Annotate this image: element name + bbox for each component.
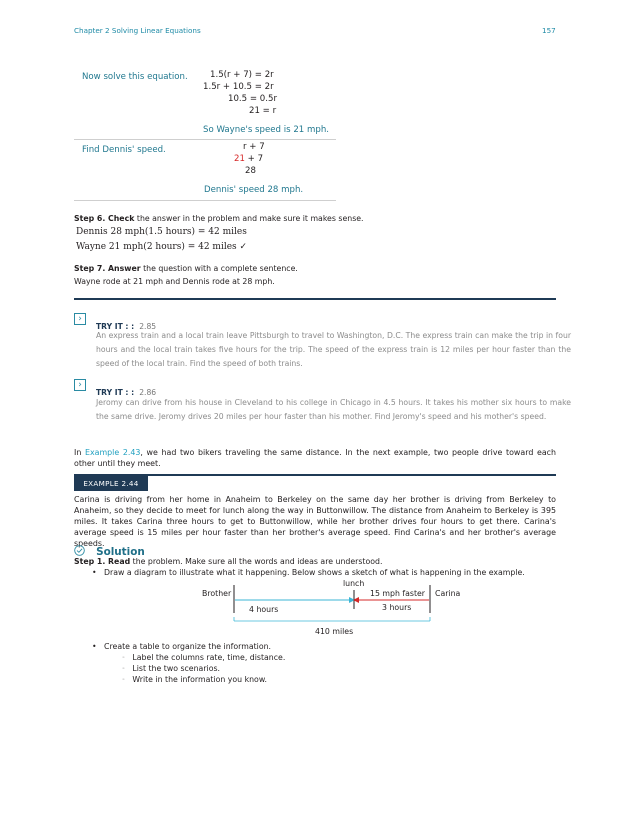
brother-label: Brother [202,589,232,598]
carina-time-label: 3 hours [382,603,412,612]
solution-heading: Solution [74,540,145,559]
wayne-row-label: Now solve this equation. [82,72,188,82]
example-body: Carina is driving from her home in Anaheim to Berkeley on the same day her brother is driving from Berkeley to Anaheim, so they decide to meet for lunch along the way in Buttonwillow. The distance from Anaheim to Berkeley is 395 miles. It takes Carina three hours to get to Buttonwillow, while her brother drives four hours to get there. Carina's average speed is 15 miles per hour faster than her brother's average speed. Find Carina's and her brother's average speeds. [74,495,556,548]
step-1: Step 1. Read the problem. Make sure all the words and ideas are understood. [74,557,383,566]
step-7: Step 7. Answer the question with a complete sentence. [74,264,298,273]
sub-bullet-1: ◦ Label the columns rate, time, distance. [122,653,286,662]
try-it-2-85-body: An express train and a local train leave Pittsburgh to travel to Washington, D.C. The express train can make the trip in four hours and the local train takes five hours for the trip. The speed of the express train is 12 miles per hour faster than the speed of the local train. Find the speed of both trains. [96,331,571,368]
dennis-line-2: 21 + 7 [234,154,264,164]
equation-line-2: 1.5r + 10.5 = 2r [203,82,274,92]
sub-bullet-2: ◦ List the two scenarios. [122,664,221,673]
total-distance-label: 410 miles [315,627,354,636]
example-label: EXAMPLE 2.44 [74,476,148,491]
try-it-divider [74,298,556,300]
equation-line-3: 10.5 = 0.5r [228,94,277,104]
bullet-2: • Create a table to organize the information. [92,642,272,651]
check-circle-icon [74,545,85,556]
step-6: Step 6. Check the answer in the problem and make sure it makes sense. [74,214,364,223]
bullet-1: • Draw a diagram to illustrate what it happening. Below shows a sketch of what is happening in the example. [92,568,525,577]
carina-label: Carina [435,589,461,598]
dennis-line-3: 28 [245,166,256,176]
page-number: 157 [542,26,556,35]
table-divider-bottom [74,200,336,201]
table-divider [74,139,336,140]
step-7-answer: Wayne rode at 21 mph and Dennis rode at 28 mph. [74,277,275,286]
example-link[interactable]: Example 2.43 [84,448,141,457]
lunch-label: lunch [343,579,365,588]
speed-difference-label: 15 mph faster [370,589,426,598]
chevron-right-icon[interactable]: › [74,313,86,325]
equation-line-4: 21 = r [249,106,277,116]
substituted-value: 21 [234,154,245,164]
intro-paragraph: In Example 2.43, we had two bikers traveling the same distance. In the next example, two people drive toward each other until they meet. [74,448,556,468]
check-mark-icon: ✓ [239,242,248,252]
try-it-2-85-title: TRY IT : : 2.85 [96,322,157,331]
dennis-line-1: r + 7 [243,142,265,152]
try-it-2-86-title: TRY IT : : 2.86 [96,388,157,397]
chapter-header: Chapter 2 Solving Linear Equations [74,26,201,35]
chevron-right-icon[interactable]: › [74,379,86,391]
dennis-row-label: Find Dennis' speed. [82,145,166,155]
sub-bullet-3: ◦ Write in the information you know. [122,675,267,684]
equation-line-1: 1.5(r + 7) = 2r [210,70,274,80]
try-it-2-86-body: Jeromy can drive from his house in Cleveland to his college in Chicago in 4.5 hours. It takes his mother six hours to make the same drive. Jeromy drives 20 miles per hour faster than his mother. Find Jeromy's speed and his mother's speed. [96,398,571,421]
brother-time-label: 4 hours [249,605,279,614]
check-wayne: Wayne 21 mph(2 hours) = 42 miles ✓ [76,242,248,252]
dennis-result: Dennis' speed 28 mph. [204,185,304,195]
wayne-result: So Wayne's speed is 21 mph. [203,125,330,135]
check-dennis: Dennis 28 mph(1.5 hours) = 42 miles [76,227,247,237]
